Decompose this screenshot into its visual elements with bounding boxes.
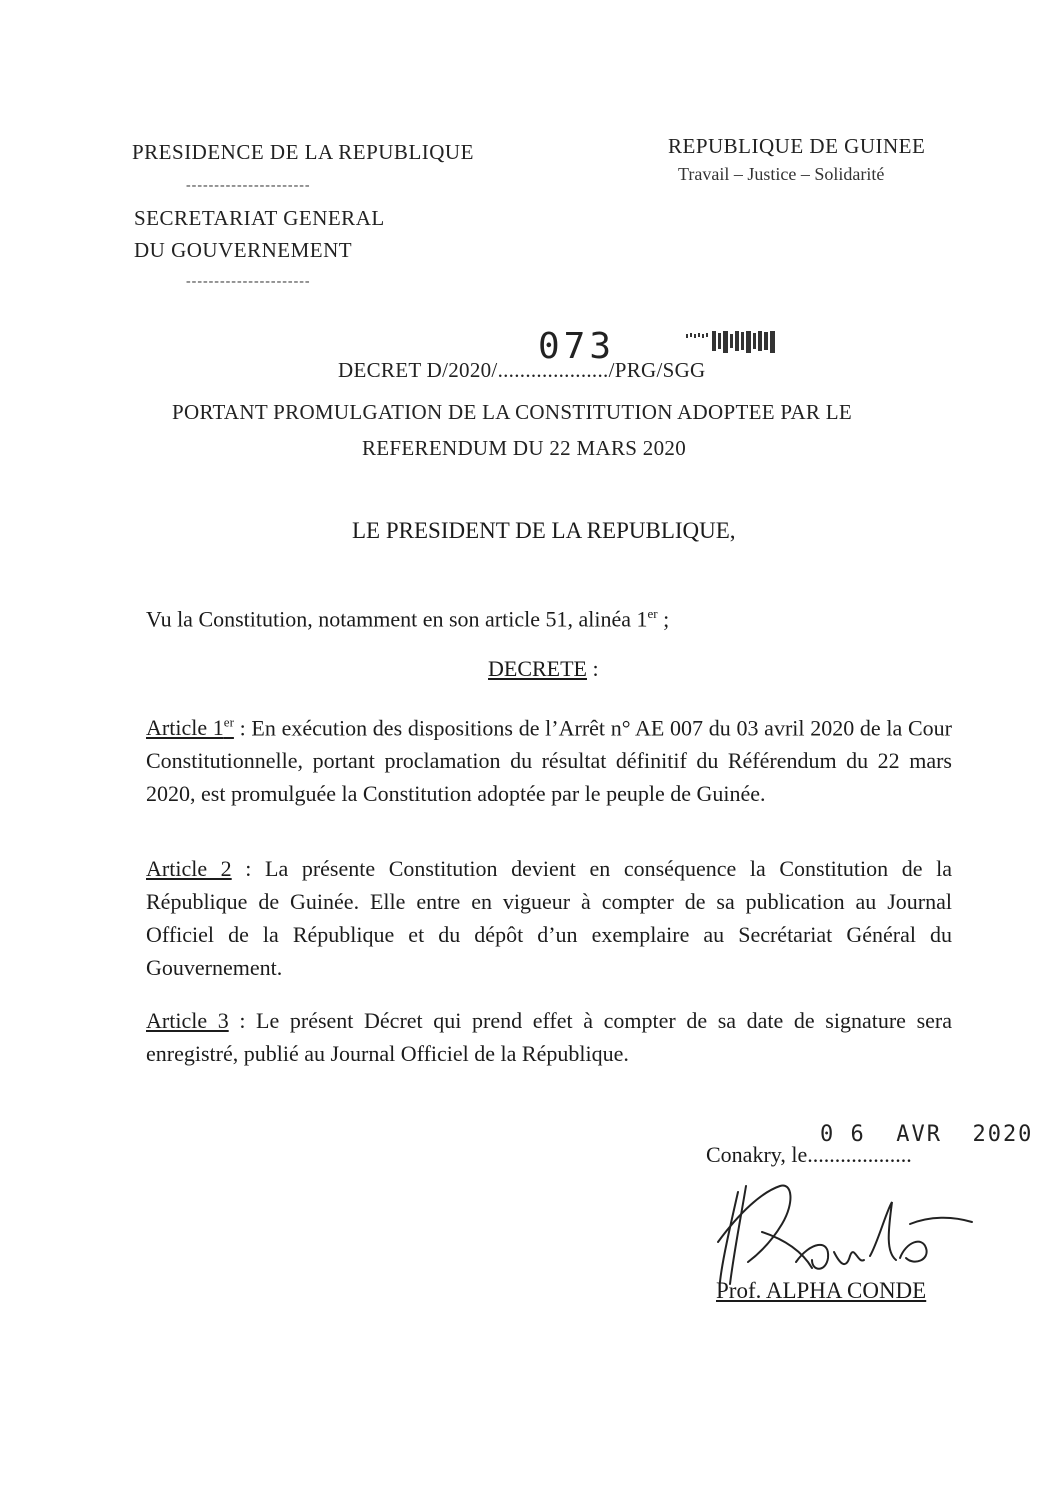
header-republique: REPUBLIQUE DE GUINEE bbox=[668, 134, 926, 158]
decree-prefix: DECRET D/2020/ bbox=[338, 358, 498, 382]
header-separator: ---------------------- bbox=[186, 178, 311, 193]
article-1 bbox=[146, 706, 952, 810]
article-2-label: Article 2 bbox=[146, 856, 232, 881]
decrete-heading bbox=[488, 656, 599, 682]
signature-place-text: Conakry, le bbox=[706, 1142, 808, 1167]
signer-name: Prof. ALPHA CONDE bbox=[716, 1278, 927, 1303]
article-3-text: : Le présent Décret qui prend effet à compter de sa date de signature sera enregistré, publié au Journal Officiel de la République. bbox=[146, 1008, 952, 1066]
article-2-text: : La présente Constitution devient en conséquence la Constitution de la République de Guinée. Elle entre en vigueur à compter de sa publication au Journal Officiel de la République et du dépôt d’un exemplaire au Secrétariat Général du Gouvernement. bbox=[146, 856, 952, 980]
article-1-text: : En exécution des dispositions de l’Arrêt n° AE 007 du 03 avril 2020 de la Cour Constitutionnelle, portant proclamation du résultat définitif du Référendum du 22 mars 2020, est promulguée la Constitution adoptée par le peuple de Guinée. bbox=[146, 715, 952, 807]
decrete-label: DECRETE bbox=[488, 656, 587, 681]
decree-number-stamp: 073 bbox=[538, 326, 616, 367]
stamp-mark-icon bbox=[684, 328, 780, 356]
vu-end: ; bbox=[657, 606, 670, 632]
article-1-label-text: Article 1 bbox=[146, 715, 224, 741]
vu-text: Vu la Constitution, notamment en son article 51, alinéa 1 bbox=[146, 606, 648, 632]
decree-suffix: /PRG/SGG bbox=[608, 358, 706, 382]
subject-line-2: REFERENDUM DU 22 MARS 2020 bbox=[362, 436, 686, 460]
header-gouvernement: DU GOUVERNEMENT bbox=[134, 238, 353, 262]
decree-reference bbox=[338, 358, 706, 383]
signature-date-stamp: 0 6 AVR 2020 bbox=[820, 1122, 1034, 1147]
subject-line-1: PORTANT PROMULGATION DE LA CONSTITUTION ADOPTEE PAR LE bbox=[172, 400, 853, 424]
vu-sup: er bbox=[647, 606, 658, 621]
decree-dots: .................... bbox=[497, 358, 609, 382]
article-3-label: Article 3 bbox=[146, 1008, 229, 1033]
handwritten-signature bbox=[700, 1172, 980, 1292]
president-heading: LE PRESIDENT DE LA REPUBLIQUE, bbox=[352, 518, 736, 543]
decrete-colon: : bbox=[587, 656, 599, 681]
header-motto: Travail – Justice – Solidarité bbox=[678, 164, 885, 184]
signature-dots: ................... bbox=[807, 1142, 912, 1167]
article-2 bbox=[146, 852, 952, 984]
article-1-label bbox=[146, 715, 234, 740]
header-secretariat: SECRETARIAT GENERAL bbox=[134, 206, 385, 230]
header-separator: ---------------------- bbox=[186, 274, 311, 289]
vu-clause bbox=[146, 606, 669, 632]
article-1-label-sup: er bbox=[223, 715, 234, 730]
article-3 bbox=[146, 1004, 952, 1070]
header-presidence: PRESIDENCE DE LA REPUBLIQUE bbox=[132, 140, 474, 164]
